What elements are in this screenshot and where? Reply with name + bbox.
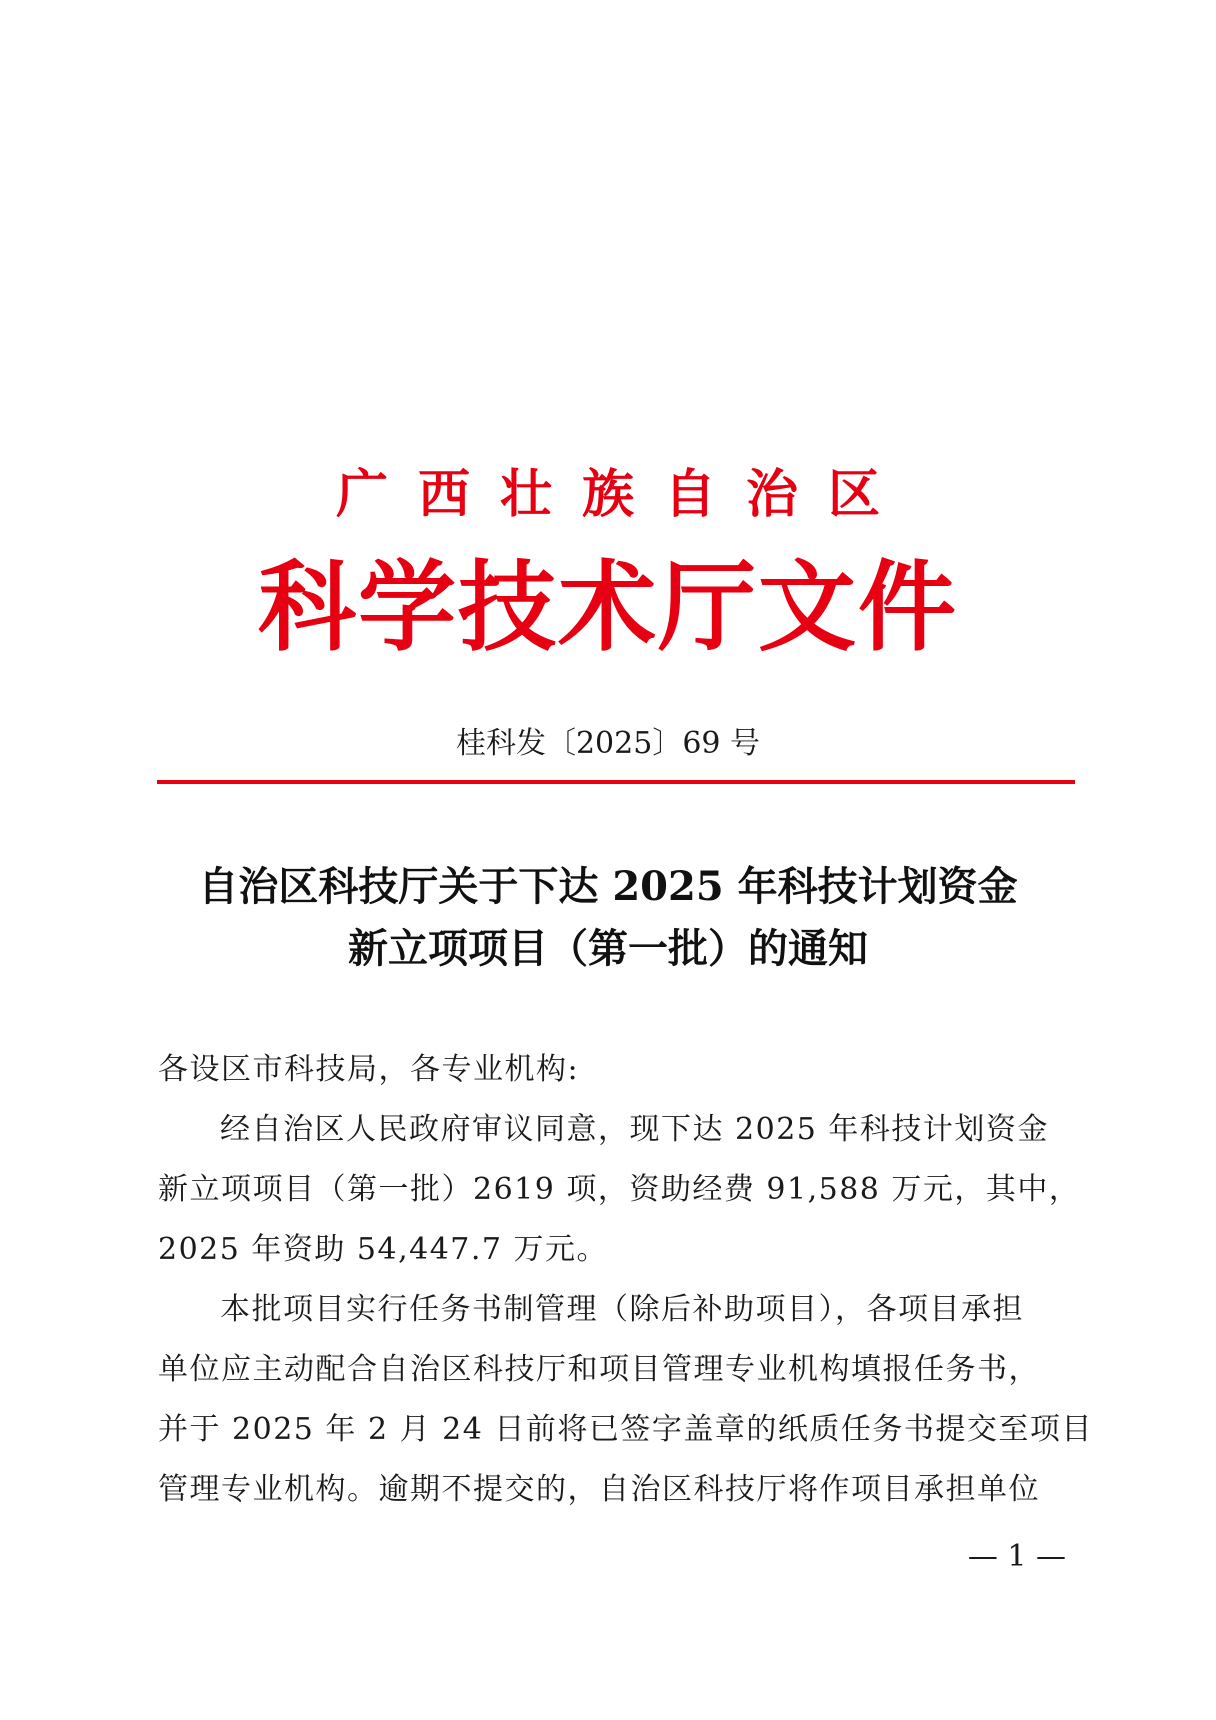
paragraph-2-line: 并于 2025 年 2 月 24 日前将已签字盖章的纸质任务书提交至项目: [158, 1412, 1093, 1447]
document-title: [150, 856, 1066, 980]
paragraph-2-line: 本批项目实行任务书制管理（除后补助项目），各项目承担: [220, 1292, 1024, 1327]
paragraph-1-line: 2025 年资助 54,447.7 万元。: [158, 1232, 609, 1267]
page-number: — 1 —: [967, 1539, 1066, 1574]
paragraph-1-line: 经自治区人民政府审议同意，现下达 2025 年科技计划资金: [220, 1112, 1049, 1147]
paragraph-2-line: 单位应主动配合自治区科技厅和项目管理专业机构填报任务书，: [158, 1352, 1040, 1387]
title-line-2: 新立项项目（第一批）的通知: [348, 925, 868, 972]
title-line-1: 自治区科技厅关于下达 2025 年科技计划资金: [198, 863, 1018, 910]
salutation: 各设区市科技局，各专业机构:: [158, 1052, 580, 1087]
issuer-line-department: 科学技术厅文件: [257, 550, 958, 665]
paragraph-2-line: 管理专业机构。逾期不提交的，自治区科技厅将作项目承担单位: [158, 1472, 1040, 1507]
document-number: 桂科发〔2025〕69 号: [455, 726, 761, 761]
red-divider: [157, 780, 1075, 784]
issuer-line-region: 广西壮族自治区: [335, 464, 910, 525]
paragraph-1-line: 新立项项目（第一批）2619 项，资助经费 91,588 万元，其中，: [158, 1172, 1081, 1207]
document-body: [158, 1040, 1093, 1520]
